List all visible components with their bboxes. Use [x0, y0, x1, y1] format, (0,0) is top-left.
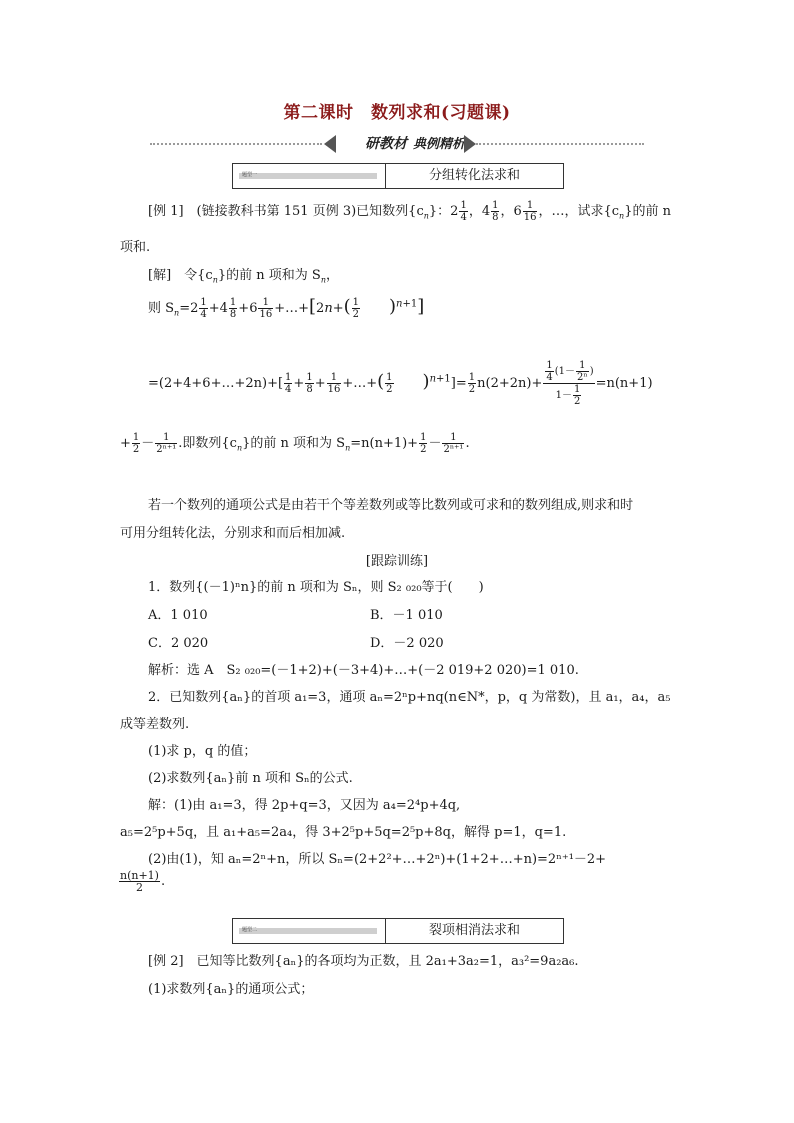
practice-q2-part1: (1)求 p，q 的值； — [148, 744, 257, 759]
practice-q2-part2: (2)求数列{aₙ}前 n 项和 Sₙ的公式. — [148, 771, 353, 786]
section2-tag: 题型二 — [239, 928, 377, 934]
solution1-line2: =(2+4+6+…+2n)+[ $\frac{1}{4}$ + $\frac{1}{8}$ + $\frac{1}{16}$ +…+( $\frac{1}{2}$ )$^{n+1}$]= $\frac{1}{2}$ n(2+2n)+ $\frac{1}{4}$ (1－ $\frac{1}{\text{2ⁿ}}$ ) 1－ $\frac{1}{2}$ =n(n+1) — [148, 360, 653, 407]
solution2-line2: a₅=2⁵p+5q，且 a₁+a₅=2a₄，得 3+2⁵p+5q=2⁵p+8q，解得 p=1，q=1. — [120, 825, 567, 840]
solution1-line1: 则 $S_n=2$ $\frac{1}{4}$ +4 $\frac{1}{8}$ +6 $\frac{1}{16}$ +…+[2n+( $\frac{1}{2}$ )$^{n+1}$] — [148, 296, 425, 320]
banner-dots-right — [476, 143, 644, 145]
practice-q2-line1: 2．已知数列{aₙ}的首项 a₁=3，通项 aₙ=2ⁿp+nq(n∈N*，p，q 为常数)，且 a₁，a₄，a₅ — [148, 690, 671, 705]
solution1-line3: + $\frac{1}{2}$ － $\frac{1}{\text{2ⁿ⁺¹}}$ .即数列$\{c_n\}$的前 n 项和为 $S_n=n(n+1)+$ $\frac{1}{2}$ － $\frac{1}{\text{2ⁿ⁺¹}}$ . — [120, 432, 470, 455]
option-d: D．－2 020 — [370, 636, 444, 651]
section1-label: 分组转化法求和 — [428, 168, 520, 183]
practice-answer1: 解析：选 A S₂ ₀₂₀=(－1+2)+(－3+4)+…+(－2 019+2 020)=1 010. — [148, 663, 579, 678]
example1-line1: [例 1] (链接教科书第 151 页例 3)已知数列$\{c_n\}$：2 $\frac{1}{4}$ ，4 $\frac{1}{8}$ ，6 $\frac{1}{16}$ ，…，试求$\{c_n\}$的前 n — [148, 200, 671, 223]
solution2-line4: $\frac{n(n+1)}{2}$ . — [120, 869, 166, 894]
example2-part1: (1)求数列{aₙ}的通项公式； — [148, 982, 314, 997]
section1-tag: 题型一 — [239, 173, 377, 179]
option-c: C．2 020 — [148, 636, 209, 651]
section-banner — [150, 134, 644, 154]
section1-header — [232, 163, 564, 189]
option-a: A．1 010 — [148, 608, 208, 623]
banner-dots-left — [150, 143, 322, 145]
banner-part2: 典例精析 — [412, 137, 465, 152]
option-b: B．－1 010 — [370, 608, 443, 623]
page-title: 第二课时 数列求和(习题课) — [283, 103, 511, 123]
summary-line1: 若一个数列的通项公式是由若干个等差数列或等比数列或可求和的数列组成,则求和时 — [148, 498, 634, 513]
banner-part1: 研教材 — [364, 136, 407, 152]
section2-header — [232, 918, 564, 944]
banner-text — [350, 134, 480, 154]
practice-q1: 1．数列{(－1)ⁿn}的前 n 项和为 Sₙ，则 S₂ ₀₂₀等于( ) — [148, 580, 484, 595]
example2-line1: [例 2] 已知等比数列{aₙ}的各项均为正数，且 2a₁+3a₂=1，a₃²=9a₂a₆. — [148, 954, 579, 969]
practice-heading: [跟踪训练] — [365, 554, 429, 569]
solution2-line1: 解：(1)由 a₁=3，得 2p+q=3，又因为 a₄=2⁴p+4q, — [148, 798, 461, 813]
summary-line2: 可用分组转化法，分别求和而后相加减. — [120, 526, 346, 541]
solution2-line3: (2)由(1)，知 aₙ=2ⁿ+n，所以 Sₙ=(2+2²+…+2ⁿ)+(1+2+…+n)=2ⁿ⁺¹－2+ — [148, 852, 607, 867]
section2-label: 裂项相消法求和 — [428, 923, 520, 938]
practice-q2-line2: 成等差数列. — [120, 717, 190, 732]
banner-arrow-left-icon — [324, 135, 336, 153]
solution1-line0: [解] 令$\{c_n\}$的前 n 项和为 $S_n$， — [148, 268, 339, 285]
example1-line2: 项和. — [120, 240, 151, 255]
banner-arrow-right-icon — [464, 135, 476, 153]
